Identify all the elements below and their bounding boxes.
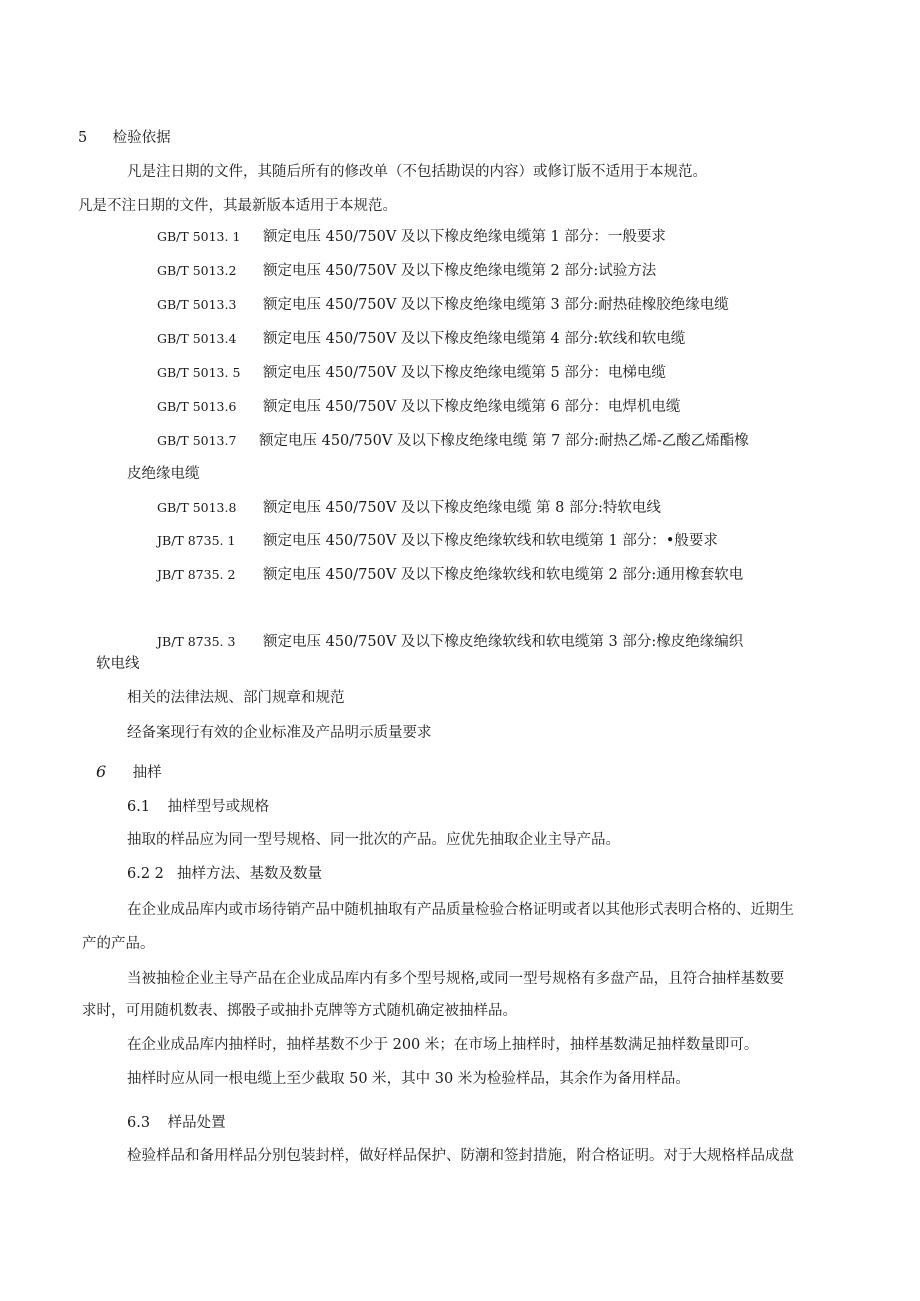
section-title: 检验依据 [112, 130, 171, 146]
standard-title: 额定电压 450/750V 及以下橡皮绝缘电缆第 1 部分：一般要求 [263, 229, 666, 245]
paragraph: 在企业成品库内或市场待销产品中随机抽取有产品质量检验合格证明或者以其他形式表明合格的、近期生 [127, 902, 794, 918]
paragraph: 凡是不注日期的文件，其最新版本适用于本规范。 [78, 198, 397, 214]
standard-title: 额定电压 450/750V 及以下橡皮绝缘电缆第 4 部分:软线和软电缆 [263, 331, 686, 347]
standard-code: JB/T 8735. 2 [157, 567, 236, 582]
standard-code: GB/T 5013.8 [157, 500, 237, 515]
standard-title-continuation: 皮绝缘电缆 [127, 466, 200, 482]
standard-code: JB/T 8735. 1 [157, 533, 236, 548]
standard-item [157, 565, 743, 585]
standard-code: GB/T 5013.6 [157, 399, 237, 414]
subsection-title: 抽样型号或规格 [167, 799, 270, 815]
standard-title: 额定电压 450/750V 及以下橡皮绝缘软线和软电缆第 3 部分:橡皮绝缘编织 [263, 634, 744, 650]
paragraph: 在企业成品库内抽样时，抽样基数不少于 200 米；在市场上抽样时，抽样基数满足抽样数量即可。 [127, 1037, 759, 1053]
paragraph: 凡是注日期的文件，其随后所有的修改单（不包括勘误的内容）或修订版不适用于本规范。 [127, 164, 707, 180]
standard-code: GB/T 5013.2 [157, 263, 237, 278]
standard-item [157, 295, 729, 315]
standard-title-continuation: 软电线 [96, 656, 140, 672]
paragraph: 抽样时应从同一根电缆上至少截取 50 米，其中 30 米为检验样品，其余作为备用样品。 [127, 1071, 690, 1087]
standard-title: 额定电压 450/750V 及以下橡皮绝缘电缆 第 8 部分:特软电线 [263, 500, 661, 516]
standard-item [157, 261, 656, 281]
standard-item [157, 498, 661, 518]
section-6-heading [96, 762, 162, 783]
standard-title: 额定电压 450/750V 及以下橡皮绝缘电缆第 6 部分：电焊机电缆 [263, 399, 681, 415]
standard-title: 额定电压 450/750V 及以下橡皮绝缘电缆第 2 部分:试验方法 [263, 263, 657, 279]
subsection-title: 抽样方法、基数及数量 [177, 866, 322, 882]
subsection-6-2-heading [127, 864, 322, 884]
section-number: 6 [96, 762, 107, 781]
section-5-heading [78, 128, 171, 148]
paragraph: 相关的法律法规、部门规章和规范 [127, 690, 345, 706]
standard-code: JB/T 8735. 3 [157, 634, 236, 649]
subsection-number: 6.1 [127, 799, 151, 815]
standard-title: 额定电压 450/750V 及以下橡皮绝缘软线和软电缆第 1 部分：•般要求 [263, 533, 718, 549]
standard-item [157, 329, 685, 349]
section-title: 抽样 [132, 765, 162, 781]
standard-title: 额定电压 450/750V 及以下橡皮绝缘电缆 第 7 部分:耐热乙烯-乙酸乙烯酯橡 [259, 433, 749, 449]
subsection-number: 6.3 [127, 1115, 151, 1131]
standard-code: GB/T 5013.7 [157, 433, 237, 448]
standard-code: GB/T 5013.4 [157, 331, 237, 346]
standard-item [157, 363, 666, 383]
paragraph-continuation: 产的产品。 [82, 936, 155, 952]
subsection-title: 样品处置 [167, 1115, 226, 1131]
paragraph: 经备案现行有效的企业标准及产品明示质量要求 [127, 725, 432, 741]
standard-code: GB/T 5013. 5 [157, 365, 241, 380]
standard-title: 额定电压 450/750V 及以下橡皮绝缘电缆第 3 部分:耐热硅橡胶绝缘电缆 [263, 297, 729, 313]
subsection-number: 6.2 2 [127, 866, 164, 882]
standard-title: 额定电压 450/750V 及以下橡皮绝缘电缆第 5 部分：电梯电缆 [263, 365, 666, 381]
standard-item [157, 227, 666, 247]
paragraph: 当被抽检企业主导产品在企业成品库内有多个型号规格,或同一型号规格有多盘产品，且符合抽样基数要 [127, 971, 785, 987]
subsection-6-1-heading [127, 797, 269, 817]
standard-code: GB/T 5013. 1 [157, 229, 241, 244]
standard-item [157, 431, 749, 451]
standard-code: GB/T 5013.3 [157, 297, 237, 312]
paragraph: 检验样品和备用样品分别包装封样，做好样品保护、防潮和签封措施，附合格证明。对于大规格样品成盘 [127, 1148, 794, 1164]
subsection-6-3-heading [127, 1113, 226, 1133]
standard-item [157, 632, 743, 652]
section-number: 5 [78, 130, 88, 146]
standard-item [157, 397, 680, 417]
paragraph: 抽取的样品应为同一型号规格、同一批次的产品。应优先抽取企业主导产品。 [127, 832, 620, 848]
paragraph-continuation: 求时，可用随机数表、掷骰子或抽扑克牌等方式随机确定被抽样品。 [82, 1003, 517, 1019]
standard-item [157, 531, 718, 551]
standard-title: 额定电压 450/750V 及以下橡皮绝缘软线和软电缆第 2 部分:通用橡套软电 [263, 567, 744, 583]
